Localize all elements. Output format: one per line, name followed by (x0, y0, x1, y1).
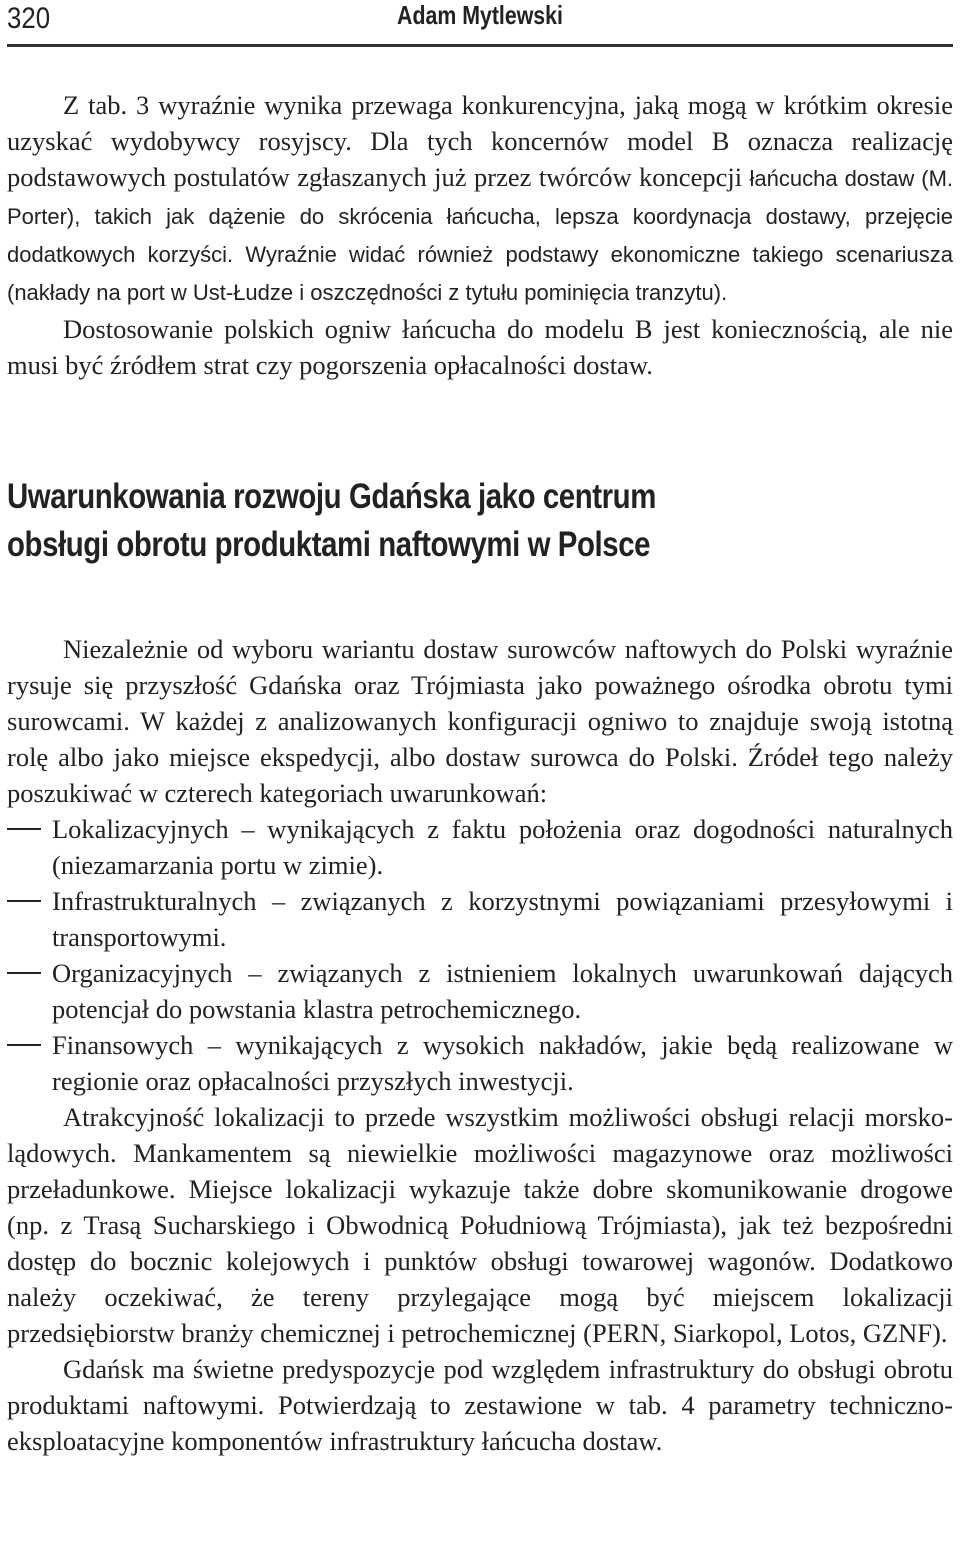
intro-block (7, 87, 953, 383)
running-header-author: Adam Mytlewski (397, 0, 563, 30)
intro-paragraph-2: Dostosowanie polskich ogniw łańcucha do modelu B jest koniecznością, ale nie musi być źródłem strat czy pogorszenia opłacalności dostaw. (7, 314, 953, 380)
intro-paragraph-1-serif-run: Z tab. 3 wyraźnie wynika przewaga konkurencyjna, jaką mogą w krótkim okresie uzyskać wydobywcy rosyjscy. Dla tych koncernów model B oznacza realizację podstawowych postulatów zgłaszanych już przez twórców koncepcji (7, 90, 953, 192)
section-paragraph-1: Niezależnie od wyboru wariantu dostaw surowców naftowych do Polski wyraźnie rysuje się przyszłość Gdańska oraz Trójmiasta jako poważnego ośrodka obrotu tymi surowcami. W każdej z analizowanych konfiguracji ogniwo to znajduje swoją istotną rolę albo jako miejsce ekspedycji, albo dostaw surowca do Polski. Źródeł tego należy poszukiwać w czterech kategoriach uwarunkowań: (7, 634, 953, 808)
list-item-text: Infrastrukturalnych – związanych z korzystnymi powiązaniami przesyłowymi i transportowymi. (52, 886, 953, 952)
dash-bullet-icon (7, 1044, 41, 1046)
list-item (7, 811, 953, 883)
intro-paragraph-1 (7, 87, 953, 311)
list-item (7, 1027, 953, 1099)
page-number: 320 (7, 2, 51, 35)
running-header (7, 0, 953, 47)
list-item-text: Finansowych – wynikających z wysokich nakładów, jakie będą realizowane w regionie oraz opłacalności przyszłych inwestycji. (52, 1030, 953, 1096)
list-item (7, 955, 953, 1027)
conditions-list (7, 811, 953, 1099)
section-heading (7, 473, 881, 569)
section-paragraph-2: Atrakcyjność lokalizacji to przede wszystkim możliwości obsługi relacji morsko-lądowych. Mankamentem są niewielkie możliwości magazynowe oraz możliwości przeładunkowe. Miejsce lokalizacji wykazuje także dobre skomunikowanie drogowe (np. z Trasą Sucharskiego i Obwodnicą Południową Trójmiasta), jak też bezpośredni dostęp do bocznic kolejowych i punktów obsługi towarowej wagonów. Dodatkowo należy oczekiwać, że tereny przylegające mogą być miejscem lokalizacji przedsiębiorstw branży chemicznej i petrochemicznej (PERN, Siarkopol, Lotos, GZNF). (7, 1102, 953, 1348)
document-page (7, 0, 953, 1459)
list-item-text: Lokalizacyjnych – wynikających z faktu położenia oraz dogodności naturalnych (niezamarzania portu w zimie). (52, 814, 953, 880)
section-heading-line-2: obsługi obrotu produktami naftowymi w Polsce (7, 525, 651, 564)
dash-bullet-icon (7, 900, 41, 902)
intro-paragraph-1-sans-run: łańcucha dostaw (M. Porter), takich jak dążenie do skrócenia łańcucha, lepsza koordynacja dostawy, przejęcie dodatkowych korzyści. Wyraźnie widać również podstawy ekonomiczne takiego scenariusza (nakłady na port w Ust-Łudze i oszczędności z tytułu pominięcia tranzytu). (7, 166, 954, 305)
section-body (7, 631, 953, 1459)
list-item (7, 883, 953, 955)
list-item-text: Organizacyjnych – związanych z istnieniem lokalnych uwarunkowań dających potencjał do powstania klastra petrochemicznego. (52, 958, 953, 1024)
section-paragraph-3: Gdańsk ma świetne predyspozycje pod względem infrastruktury do obsługi obrotu produktami naftowymi. Potwierdzają to zestawione w tab. 4 parametry techniczno-eksploatacyjne komponentów infrastruktury łańcucha dostaw. (7, 1354, 953, 1456)
section-heading-line-1: Uwarunkowania rozwoju Gdańska jako centrum (7, 477, 656, 516)
dash-bullet-icon (7, 972, 41, 974)
dash-bullet-icon (7, 828, 41, 830)
